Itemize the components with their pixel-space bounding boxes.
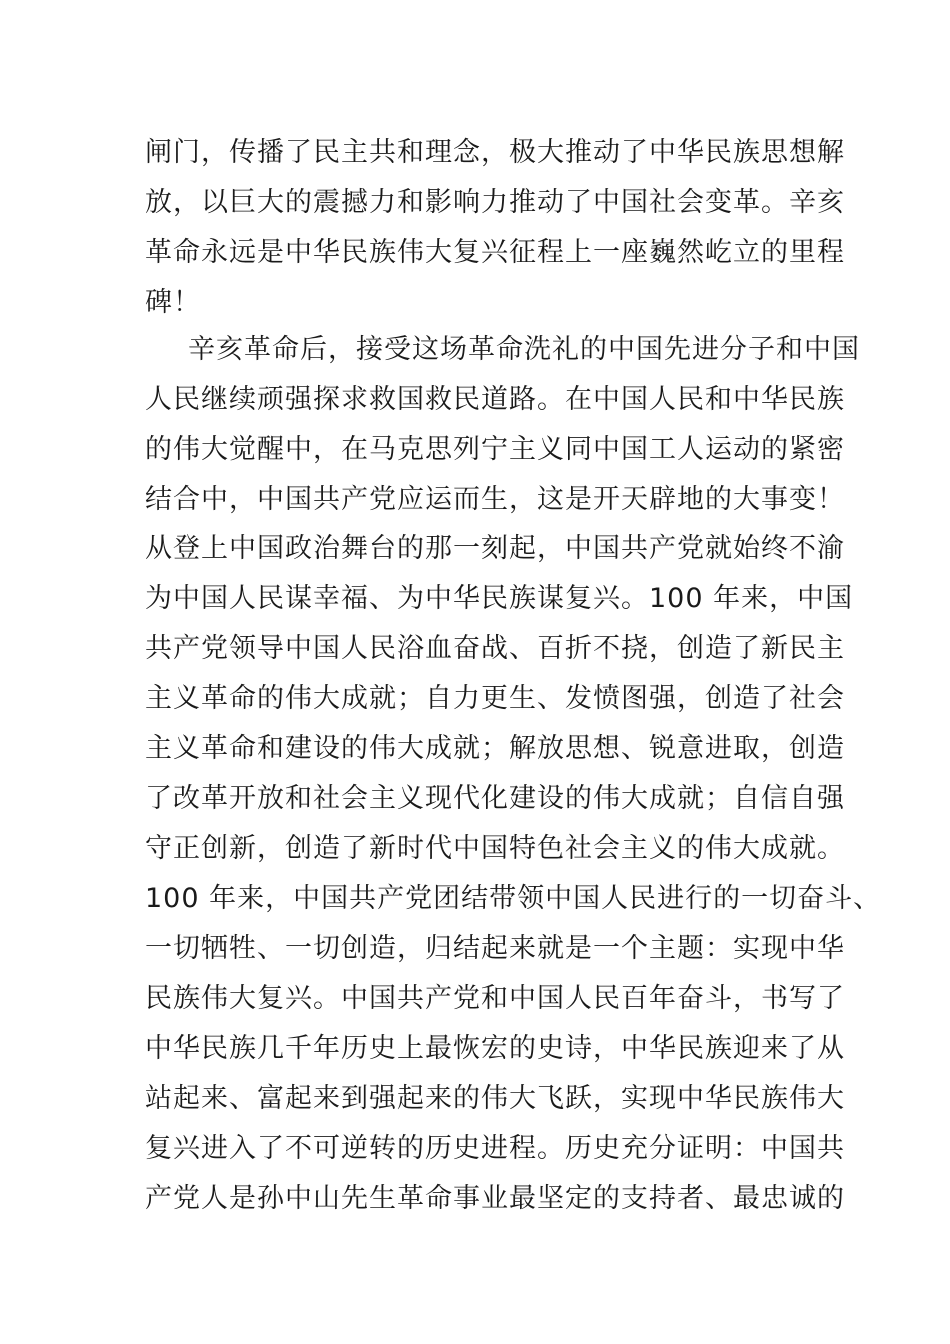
text-line: 主义革命和建设的伟大成就；解放思想、锐意进取，创造 [145,733,845,764]
text-line: 主义革命的伟大成就；自力更生、发愤图强，创造了社会 [145,683,845,714]
text-line: 共产党领导中国人民浴血奋战、百折不挠，创造了新民主 [145,633,845,664]
text-line: 放，以巨大的震撼力和影响力推动了中国社会变革。辛亥 [145,187,845,218]
text-line: 中华民族几千年历史上最恢宏的史诗，中华民族迎来了从 [145,1033,845,1064]
text-line: 结合中，中国共产党应运而生，这是开天辟地的大事变！ [145,484,845,515]
text-line: 人民继续顽强探求救国救民道路。在中国人民和中华民族 [145,384,845,415]
text-line: 守正创新，创造了新时代中国特色社会主义的伟大成就。 [145,833,845,864]
text-line: 一切牺牲、一切创造，归结起来就是一个主题：实现中华 [145,933,845,964]
text-line: 复兴进入了不可逆转的历史进程。历史充分证明：中国共 [145,1133,845,1164]
text-line: 从登上中国政治舞台的那一刻起，中国共产党就始终不渝 [145,533,845,564]
text-line: 民族伟大复兴。中国共产党和中国人民百年奋斗，书写了 [145,983,845,1014]
text-line: 革命永远是中华民族伟大复兴征程上一座巍然屹立的里程 [145,237,845,268]
text-line: 为中国人民谋幸福、为中华民族谋复兴。100 年来，中国 [145,583,854,614]
text-line: 产党人是孙中山先生革命事业最坚定的支持者、最忠诚的 [145,1183,845,1214]
text-line: 的伟大觉醒中，在马克思列宁主义同中国工人运动的紧密 [145,434,845,465]
paragraph-first-line: 辛亥革命后，接受这场革命洗礼的中国先进分子和中国 [188,334,860,365]
text-line: 站起来、富起来到强起来的伟大飞跃，实现中华民族伟大 [145,1083,845,1114]
text-line: 了改革开放和社会主义现代化建设的伟大成就；自信自强 [145,783,845,814]
text-line: 碑！ [145,287,201,318]
text-line: 闸门，传播了民主共和理念，极大推动了中华民族思想解 [145,137,845,168]
text-line: 100 年来，中国共产党团结带领中国人民进行的一切奋斗、 [145,883,882,914]
